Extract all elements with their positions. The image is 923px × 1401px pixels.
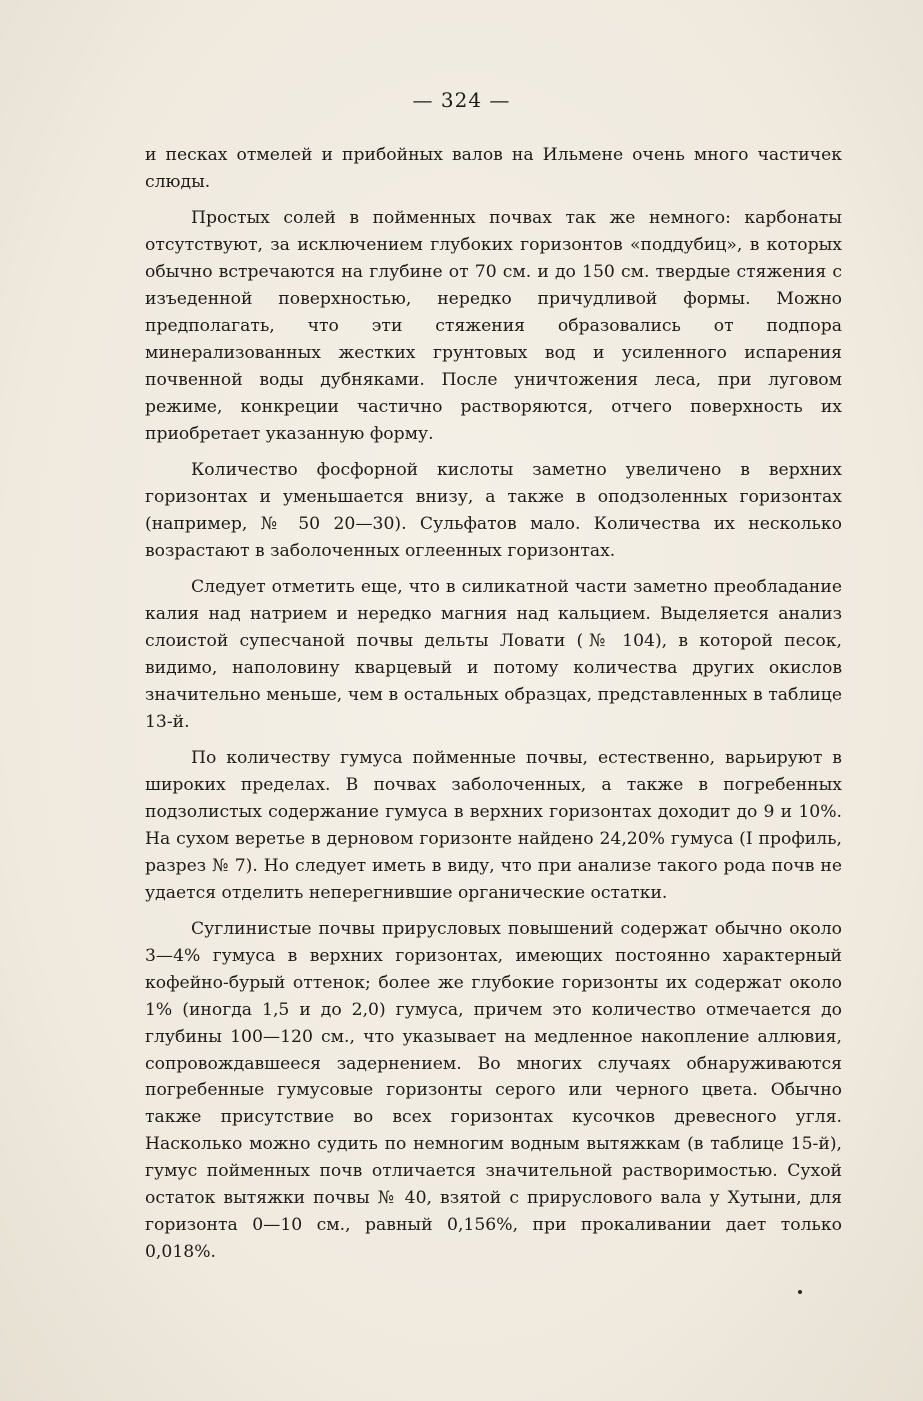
page-number: — 324 — (412, 88, 511, 112)
paragraph-silicate-part: Следует отметить еще, что в силикатной части заметно преобладание калия над натрием и нередко магния над кальцием. Выделяется анализ слоистой супесчаной почвы дельты Ловати (№ 104), в которой песок, видимо, наполовину кварцевый и потому количества других окислов значительно меньше, чем в остальных образцах, представленных в таблице 13-й. (145, 577, 842, 732)
paragraph-humus-amount: По количеству гумуса пойменные почвы, естественно, варьируют в широких пределах. В почвах заболоченных, а также в погребенных подзолистых содержание гумуса в верхних горизонтах доходит до 9 и 10%. На сухом веретье в дерновом горизонте найдено 24,20% гумуса (I профиль, разрез № 7). Но следует иметь в виду, что при анализе такого рода почв не удается отделить неперегнившие органические остатки. (145, 748, 842, 903)
body-text (145, 142, 842, 1275)
paragraph-loamy-soils: Суглинистые почвы прирусловых повышений содержат обычно около 3—4% гумуса в верхних горизонтах, имеющих постоянно характерный кофейно-бурый оттенок; более же глубокие горизонты их содержат около 1% (иногда 1,5 и до 2,0) гумуса, причем это количество отмечается до глубины 100—120 см., что указывает на медленное накопление аллювия, сопровождавшееся задернением. Во многих случаях обнаруживаются погребенные гумусовые горизонты серого или черного цвета. Обычно также присутствие во всех горизонтах кусочков древесного угля. Насколько можно судить по немногим водным вытяжкам (в таблице 15-й), гумус пойменных почв отличается значительной растворимостью. Сухой остаток вытяжки почвы № 40, взятой с прируслового вала у Хутыни, для горизонта 0—10 см., равный 0,156%, при прокаливании дает только 0,018%. (145, 918, 842, 1262)
ink-speck (798, 1290, 802, 1294)
paragraph-continuation: и песках отмелей и прибойных валов на Ильмене очень много частичек слюды. (145, 145, 842, 192)
paragraph-salts: Простых солей в пойменных почвах так же немного: карбонаты отсутствуют, за исключением глубоких горизонтов «поддубиц», в которых обычно встречаются на глубине от 70 см. и до 150 см. твердые стяжения с изъеденной поверхностью, нередко причудливой формы. Можно предполагать, что эти стяжения образовались от подпора минерализованных жестких грунтовых вод и усиленного испарения почвенной воды дубняками. После уничтожения леса, при луговом режиме, конкреции частично растворяются, отчего поверхность их приобретает указанную форму. (145, 208, 842, 444)
paragraph-phosphoric-acid: Количество фосфорной кислоты заметно увеличено в верхних горизонтах и уменьшается внизу, а также в оподзоленных горизонтах (например, № 50 20—30). Сульфатов мало. Количества их несколько возрастают в заболоченных оглеенных горизонтах. (145, 459, 842, 561)
